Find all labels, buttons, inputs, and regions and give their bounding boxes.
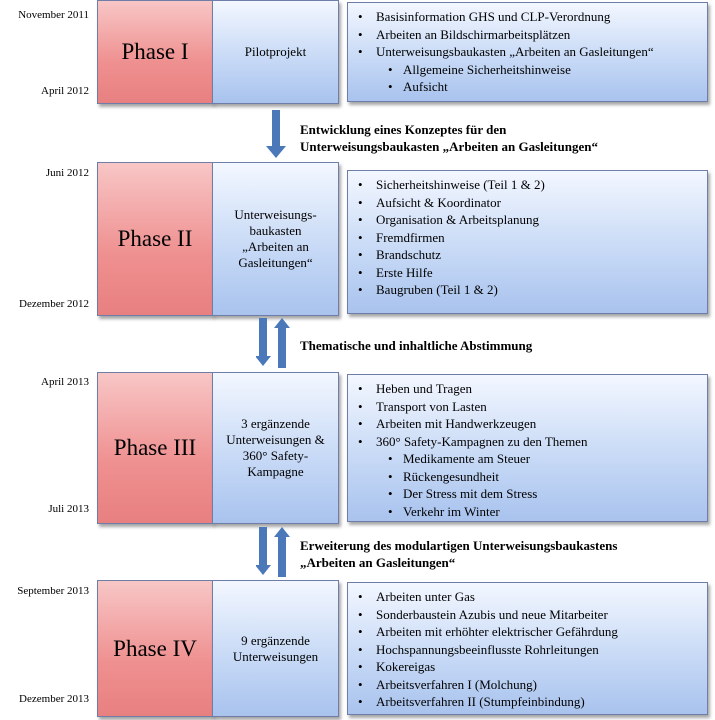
phase-2-description-box	[212, 162, 339, 316]
list-item: • Sicherheitshinweise (Teil 1 & 2)	[358, 176, 707, 194]
sub-list-item: • Allgemeine Sicherheitshinweise	[358, 61, 707, 79]
list-item: • Kokereigas	[358, 658, 707, 676]
transition-1-text	[300, 121, 598, 155]
sub-list-item: • Der Stress mit dem Stress	[358, 485, 707, 503]
phase-2-end-date: Dezember 2012	[19, 298, 89, 310]
list-item: • Arbeitsverfahren II (Stumpfeinbindung)	[358, 693, 707, 711]
phase-1-items-box	[347, 2, 708, 102]
list-item: • Heben und Tragen	[358, 380, 707, 398]
phase-4-box	[97, 580, 213, 717]
transition-2-line-1: Thematische und inhaltliche Abstimmung	[300, 338, 533, 353]
list-item: • Sonderbaustein Azubis und neue Mitarbeiter	[358, 606, 707, 624]
transition-3-text	[300, 537, 617, 571]
transition-3-line-2: „Arbeiten an Gasleitungen“	[300, 555, 456, 570]
list-item: • Hochspannungsbeeinflusste Rohrleitungen	[358, 641, 707, 659]
phase-3-end-date: Juli 2013	[48, 503, 89, 515]
phase-1-box	[97, 0, 213, 104]
phase-4-items-box	[347, 582, 708, 715]
phase-2-items-box	[347, 170, 708, 314]
phase-1-title: Phase I	[121, 39, 189, 64]
phase-4-description: 9 ergänzende Unterweisungen	[232, 632, 319, 664]
list-item: • Basisinformation GHS und CLP-Verordnung	[358, 8, 707, 26]
sub-list-item: • Medikamente am Steuer	[358, 450, 707, 468]
phase-4-start-date: September 2013	[17, 585, 89, 597]
list-item: • Transport von Lasten	[358, 398, 707, 416]
phase-4-description-box	[212, 580, 339, 717]
list-item: • 360° Safety-Kampagnen zu den Themen	[358, 433, 707, 451]
list-item: • Organisation & Arbeitsplanung	[358, 211, 707, 229]
list-item: • Brandschutz	[358, 246, 707, 264]
sub-list-item: • Aufsicht	[358, 78, 707, 96]
phase-1-description-box	[212, 0, 339, 104]
phase-1-start-date: November 2011	[18, 9, 89, 21]
phase-3-description-box	[212, 372, 339, 524]
list-item: • Arbeiten mit Handwerkzeugen	[358, 415, 707, 433]
phase-2-start-date: Juni 2012	[45, 167, 89, 179]
down-up-arrows-icon	[256, 527, 290, 577]
list-item: • Arbeiten unter Gas	[358, 588, 707, 606]
transition-2-text	[300, 337, 532, 354]
list-item: • Baugruben (Teil 1 & 2)	[358, 281, 707, 299]
phase-4-title: Phase IV	[113, 635, 197, 661]
phase-3-description: 3 ergänzende Unterweisungen & 360° Safety-Kampagne	[226, 416, 325, 479]
list-item: • Fremdfirmen	[358, 229, 707, 247]
phase-3-items-box	[347, 374, 708, 522]
transition-1-line-2: Unterweisungsbaukasten „Arbeiten an Gasleitungen“	[300, 139, 598, 154]
transition-1-line-1: Entwicklung eines Konzeptes für den	[300, 122, 507, 137]
down-up-arrows-icon	[256, 318, 290, 368]
phase-4-end-date: Dezember 2013	[19, 693, 89, 705]
phase-3-title: Phase III	[113, 435, 197, 460]
phase-1-end-date: April 2012	[41, 85, 89, 97]
phase-2-description: Unterweisungs-baukasten „Arbeiten an Gasleitungen“	[234, 207, 317, 270]
transition-3-line-1: Erweiterung des modulartigen Unterweisungsbaukastens	[300, 538, 618, 553]
list-item: • Aufsicht & Koordinator	[358, 194, 707, 212]
list-item: • Unterweisungsbaukasten „Arbeiten an Gasleitungen“	[358, 43, 707, 61]
list-item: • Arbeiten an Bildschirmarbeitsplätzen	[358, 26, 707, 44]
phase-3-start-date: April 2013	[41, 376, 89, 388]
phase-2-box	[97, 162, 213, 316]
sub-list-item: • Verkehr im Winter	[358, 503, 707, 521]
phase-2-title: Phase II	[117, 226, 193, 251]
phase-3-box	[97, 372, 213, 524]
list-item: • Arbeitsverfahren I (Molchung)	[358, 676, 707, 694]
list-item: • Arbeiten mit erhöhter elektrischer Gefährdung	[358, 623, 707, 641]
list-item: • Erste Hilfe	[358, 264, 707, 282]
phase-1-description: Pilotprojekt	[244, 44, 307, 59]
sub-list-item: • Rückengesundheit	[358, 468, 707, 486]
down-arrow-icon	[266, 110, 286, 160]
